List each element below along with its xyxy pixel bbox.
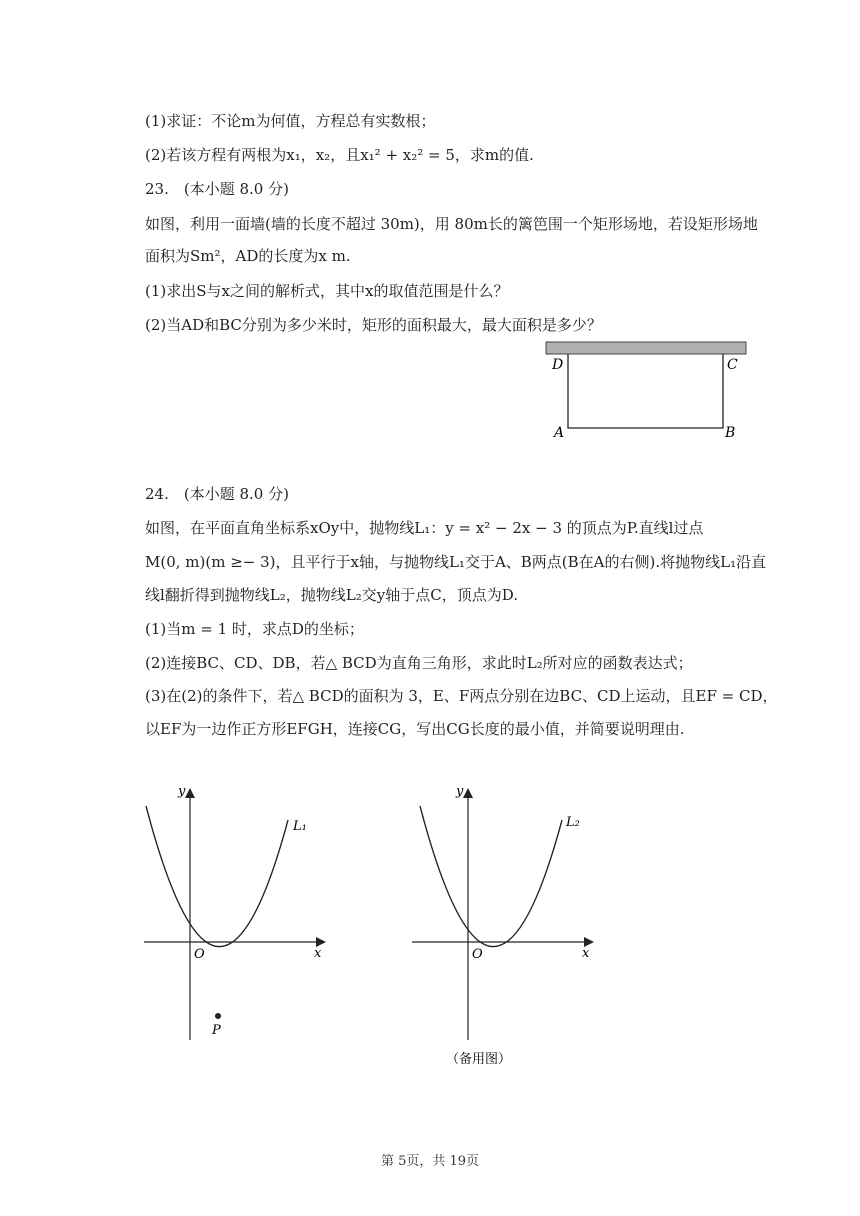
- page-footer: 第 5页，共 19页: [380, 1154, 480, 1169]
- q24-part2: (2)连接BC、CD、DB，若△ BCD为直角三角形，求此时L₂所对应的函数表达式；: [145, 654, 693, 672]
- origin-label: O: [472, 947, 483, 962]
- graph-l2: [406, 780, 606, 1070]
- spare-figure-caption: （备用图）: [446, 1052, 512, 1067]
- q22-part1: (1)求证：不论m为何值，方程总有实数根；: [145, 112, 436, 130]
- q24-stem-line1: 如图，在平面直角坐标系xOy中，抛物线L₁：y = x² − 2x − 3 的顶点为P.直线l过点: [145, 519, 704, 537]
- q24-stem-line3: 线l翻折得到抛物线L₂，抛物线L₂交y轴于点C，顶点为D.: [145, 586, 518, 604]
- vertex-point-p: [215, 1013, 221, 1019]
- fence-rectangle: [568, 354, 723, 428]
- q23-header: 23. (本小题 8.0 分): [145, 180, 289, 198]
- label-b: B: [725, 425, 736, 441]
- q23-stem-line2: 面积为Sm²，AD的长度为x m.: [145, 247, 351, 265]
- label-c: C: [727, 357, 738, 373]
- q24-header: 24. (本小题 8.0 分): [145, 485, 289, 503]
- q23-part2: (2)当AD和BC分别为多少米时，矩形的面积最大，最大面积是多少？: [145, 316, 602, 334]
- q23-part1: (1)求出S与x之间的解析式，其中x的取值范围是什么？: [145, 282, 509, 300]
- graph-l1: [138, 780, 338, 1050]
- label-d: D: [552, 357, 564, 373]
- q22-part2: (2)若该方程有两根为x₁，x₂，且x₁² + x₂² = 5，求m的值.: [145, 146, 534, 164]
- y-axis-label: y: [456, 784, 464, 799]
- q24-part3-line2: 以EF为一边作正方形EFGH，连接CG，写出CG长度的最小值，并简要说明理由.: [145, 720, 685, 738]
- label-a: A: [554, 425, 565, 441]
- origin-label: O: [194, 947, 205, 962]
- q23-stem-line1: 如图，利用一面墙(墙的长度不超过 30m)，用 80m长的篱笆围一个矩形场地，若设矩形场地: [145, 215, 758, 233]
- curve-label-l2: L₂: [566, 815, 580, 830]
- q24-stem-line2: M(0, m)(m ≥− 3)，且平行于x轴，与抛物线L₁交于A、B两点(B在A的右侧).将抛物线L₁沿直: [145, 553, 767, 571]
- parabola-l1: [146, 806, 288, 947]
- x-axis-label: x: [314, 946, 322, 961]
- q23-rectangle-figure: [540, 336, 755, 446]
- q24-part3-line1: (3)在(2)的条件下，若△ BCD的面积为 3，E、F两点分别在边BC、CD上运动，且EF = CD，: [145, 687, 778, 705]
- q24-part1: (1)当m = 1 时，求点D的坐标；: [145, 620, 364, 638]
- parabola-l2: [420, 806, 562, 947]
- vertex-label-p: P: [212, 1023, 221, 1038]
- wall: [546, 342, 746, 354]
- curve-label-l1: L₁: [293, 819, 307, 834]
- y-axis-label: y: [178, 784, 186, 799]
- x-axis-label: x: [582, 946, 590, 961]
